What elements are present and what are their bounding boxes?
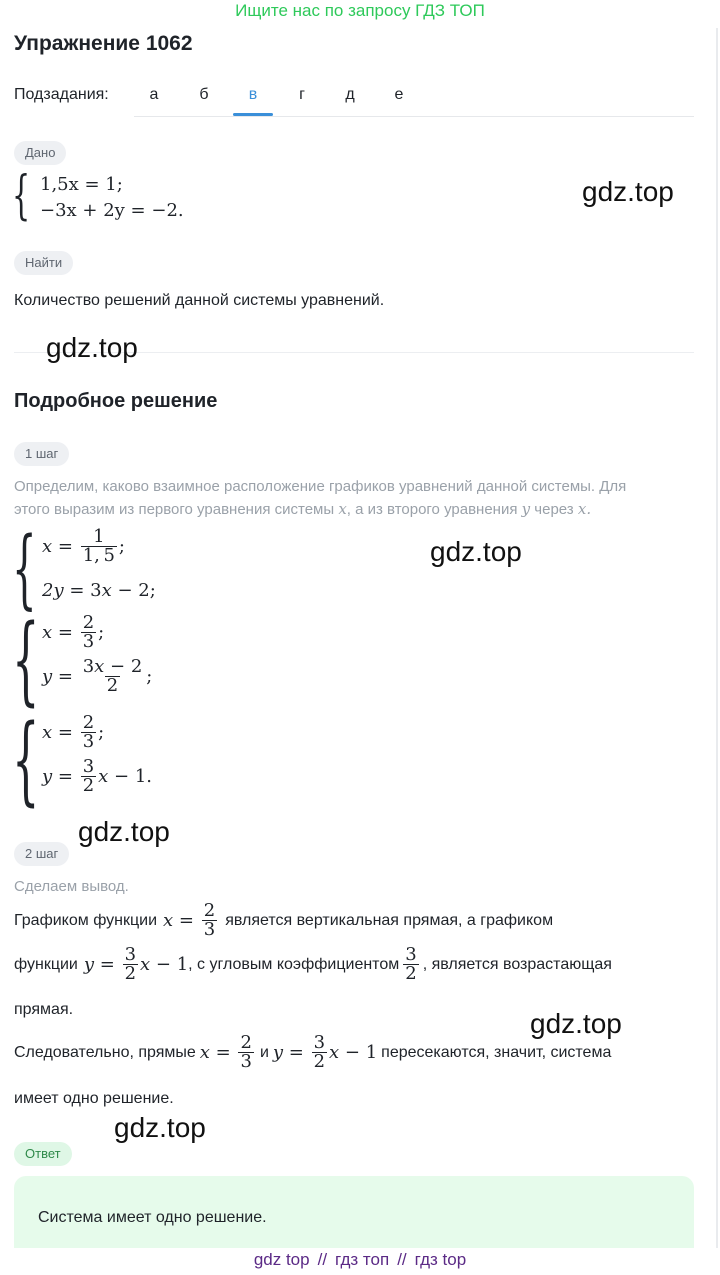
step2-text-part: Графиком функции xyxy=(14,911,158,929)
var-x: x xyxy=(338,500,347,518)
step1-eq6: y = $\frac{3}{2}$ x − 1. xyxy=(42,756,153,796)
system-brace: { xyxy=(12,704,40,816)
step2-text-part: функции xyxy=(14,955,78,973)
step2-text-part: является вертикальная прямая, а графиком xyxy=(225,911,554,929)
step2-line1: Графиком функции x = $\frac{2}{3}$ является вертикальная прямая, а графиком xyxy=(14,900,554,940)
var-y: y xyxy=(521,500,531,518)
step1-eq3: x = $\frac{2}{3}$ ; xyxy=(42,612,105,652)
solution-heading: Подробное решение xyxy=(14,390,218,412)
step1-chip: 1 шаг xyxy=(14,442,69,466)
footer-link[interactable]: гдз top xyxy=(414,1250,467,1269)
given-equation-2: −3x + 2y = −2. xyxy=(40,200,184,221)
system-brace: { xyxy=(12,604,40,716)
tab-e[interactable]: е xyxy=(394,86,404,103)
step2-line5: имеет одно решение. xyxy=(14,1090,174,1107)
step2-text-part: , с угловым коэффициентом xyxy=(188,955,400,973)
watermark: gdz.top xyxy=(530,1008,622,1039)
tab-v[interactable]: в xyxy=(248,86,258,103)
footer-separator: // xyxy=(317,1250,328,1269)
step2-text-part: , является возрастающая xyxy=(422,955,612,973)
step1-eq4: y = $\frac{3x - 2}{2}$ ; xyxy=(42,656,153,696)
system-brace: { xyxy=(12,166,31,226)
answer-chip: Ответ xyxy=(14,1142,72,1166)
watermark: gdz.top xyxy=(430,536,522,567)
footer-separator: // xyxy=(397,1250,407,1269)
step2-chip: 2 шаг xyxy=(14,842,69,866)
tab-b[interactable]: б xyxy=(199,86,209,103)
tab-a[interactable]: а xyxy=(149,86,159,103)
step2-text-part: Следовательно, прямые xyxy=(14,1043,196,1061)
answer-text: Система имеет одно решение. xyxy=(38,1209,267,1226)
scrollbar-track[interactable] xyxy=(716,28,718,1248)
watermark: gdz.top xyxy=(114,1112,206,1143)
find-text: Количество решений данной системы уравнений. xyxy=(14,292,385,309)
footer-links xyxy=(0,1248,720,1272)
step1-intro-line1: Определим, каково взаимное расположение графиков уравнений данной системы. Для xyxy=(14,478,627,495)
step2-line3: прямая. xyxy=(14,1001,74,1018)
step1-text-part: , а из второго уравнения xyxy=(346,501,518,518)
step2-text-part: и xyxy=(259,1043,269,1061)
page-title: Упражнение 1062 xyxy=(14,32,193,55)
given-chip: Дано xyxy=(14,141,66,165)
tab-g[interactable]: г xyxy=(299,86,305,103)
step1-intro-line2 xyxy=(14,498,591,521)
step1-eq2: 2y = 3x − 2; xyxy=(42,580,156,601)
step2-conclusion: Сделаем вывод. xyxy=(14,878,129,895)
given-equation-1: 1,5x = 1; xyxy=(40,174,123,195)
footer-link[interactable]: гдз топ xyxy=(335,1250,390,1269)
system-brace: { xyxy=(12,519,37,619)
active-tab-indicator xyxy=(233,113,273,116)
footer-link[interactable]: gdz top xyxy=(253,1250,310,1269)
watermark: gdz.top xyxy=(78,816,170,847)
subtasks-label: Подзадания: xyxy=(14,86,109,103)
step2-line2: функции y = $\frac{3}{2}$ x − 1 , с угловым коэффициентом $\frac{3}{2}$ , является возрастающая xyxy=(14,944,612,984)
step2-line4: Следовательно, прямые x = $\frac{2}{3}$ и y = $\frac{3}{2}$ x − 1 пересекаются, значит, система xyxy=(14,1032,612,1072)
step1-text-part: этого выразим из первого уравнения системы xyxy=(14,501,335,518)
search-banner: Ищите нас по запросу ГДЗ ТОП xyxy=(235,1,485,20)
watermark: gdz.top xyxy=(46,332,138,363)
tab-d[interactable]: д xyxy=(345,86,355,103)
step2-text-part: пересекаются, значит, система xyxy=(381,1043,612,1061)
find-chip: Найти xyxy=(14,251,73,275)
step1-text-part: через xyxy=(534,501,574,518)
step1-eq1: x = $\frac{1}{1, 5}$ ; xyxy=(42,526,125,566)
var-x: x. xyxy=(577,500,592,518)
watermark: gdz.top xyxy=(582,176,674,207)
subtasks-tabs xyxy=(134,76,694,117)
step1-eq5: x = $\frac{2}{3}$ ; xyxy=(42,712,105,752)
